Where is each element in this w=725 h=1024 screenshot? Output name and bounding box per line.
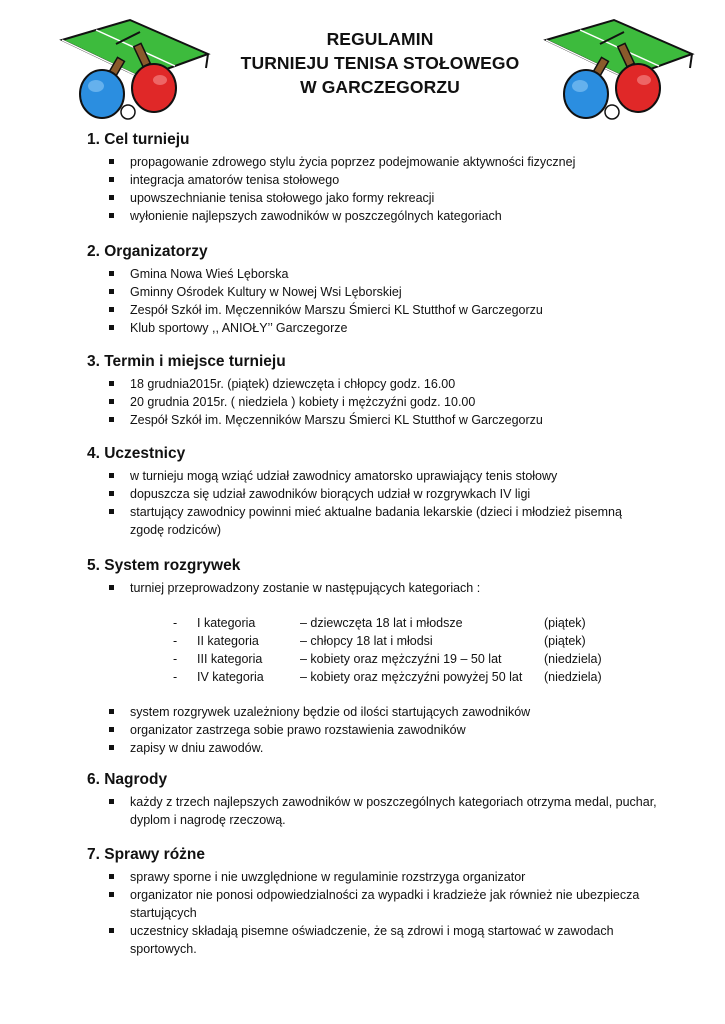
list-item: każdy z trzech najlepszych zawodników w poszczególnych kategoriach otrzyma medal, puchar, dyplom i nagrodę rzeczową. [87,793,687,829]
section-heading: 6. Nagrody [87,771,168,788]
section-date-place [87,352,687,429]
title-line-3: W GARCZEGORZU [300,77,460,97]
category-row [87,668,687,686]
category-dash: - [173,670,178,684]
bullet-list [87,375,687,429]
category-dash: - [173,616,178,630]
list-item: upowszechnianie tenisa stołowego jako formy rekreacji [87,189,687,207]
list-item: integracja amatorów tenisa stołowego [87,171,687,189]
list-item: zapisy w dniu zawodów. [87,739,687,757]
list-item: w turnieju mogą wziąć udział zawodnicy amatorsko uprawiający tenis stołowy [87,467,687,485]
section-heading: 3. Termin i miejsce turnieju [87,353,286,370]
list-item: propagowanie zdrowego stylu życia poprzez podejmowanie aktywności fizycznej [87,153,687,171]
category-name: IV kategoria [197,670,264,684]
title-line-1: REGULAMIN [326,29,434,49]
list-item: Gminny Ośrodek Kultury w Nowej Wsi Lęborskiej [87,283,687,301]
list-item: system rozgrywek uzależniony będzie od ilości startujących zawodników [87,703,687,721]
category-day: (piątek) [544,634,586,648]
bullet-list [87,868,687,958]
section-heading: 7. Sprawy różne [87,846,206,863]
list-item: Klub sportowy ,, ANIOŁY’’ Garczegorze [87,319,687,337]
category-desc: – kobiety oraz mężczyźni powyżej 50 lat [300,670,523,684]
title-line-2: TURNIEJU TENISA STOŁOWEGO [240,53,520,73]
category-row [87,632,687,650]
bullet-list [87,579,687,597]
bullet-list [87,703,687,757]
category-name: II kategoria [197,634,259,648]
section-heading: 5. System rozgrywek [87,557,241,574]
category-table [87,614,687,686]
blue-paddle-icon [80,57,124,118]
ball-icon [605,105,619,119]
category-desc: – dziewczęta 18 lat i młodsze [300,616,463,630]
list-item: startujący zawodnicy powinni mieć aktualne badania lekarskie (dzieci i młodzież pisemną zgodę rodziców) [87,503,687,539]
list-item: wyłonienie najlepszych zawodników w poszczególnych kategoriach [87,207,687,225]
bullet-list [87,793,687,829]
document-title [160,27,600,99]
list-item: organizator zastrzega sobie prawo rozstawienia zawodników [87,721,687,739]
category-day: (piątek) [544,616,586,630]
category-day: (niedziela) [544,670,602,684]
bullet-list [87,153,687,225]
section-misc [87,845,687,958]
category-name: I kategoria [197,616,256,630]
category-desc: – chłopcy 18 lat i młodsi [300,634,433,648]
section-organizers [87,242,687,337]
list-item: organizator nie ponosi odpowiedzialności za wypadki i kradzieże jak również nie ubezpiecza startujących [87,886,687,922]
section-heading: 2. Organizatorzy [87,243,208,260]
bullet-list [87,467,687,539]
category-name: III kategoria [197,652,263,666]
category-row [87,614,687,632]
category-desc: – kobiety oraz mężczyźni 19 – 50 lat [300,652,502,666]
section-participants [87,444,687,539]
list-item: 18 grudnia2015r. (piątek) dziewczęta i chłopcy godz. 16.00 [87,375,687,393]
section-prizes [87,770,687,829]
ball-icon [121,105,135,119]
category-dash: - [173,634,178,648]
section-goal [87,130,687,225]
section-heading: 4. Uczestnicy [87,445,186,462]
section-heading: 1. Cel turnieju [87,131,190,148]
list-item: sprawy sporne i nie uwzględnione w regulaminie rozstrzyga organizator [87,868,687,886]
list-item: Zespół Szkół im. Męczenników Marszu Śmierci KL Stutthof w Garczegorzu [87,411,687,429]
category-row [87,650,687,668]
list-item: uczestnicy składają pisemne oświadczenie, że są zdrowi i mogą startować w zawodach sportowych. [87,922,687,958]
list-item: turniej przeprowadzony zostanie w następujących kategoriach : [87,579,687,597]
list-item: 20 grudnia 2015r. ( niedziela ) kobiety i mężczyźni godz. 10.00 [87,393,687,411]
category-dash: - [173,652,178,666]
bullet-list [87,265,687,337]
list-item: Gmina Nowa Wieś Lęborska [87,265,687,283]
list-item: dopuszcza się udział zawodników biorących udział w rozgrywkach IV ligi [87,485,687,503]
category-day: (niedziela) [544,652,602,666]
list-item: Zespół Szkół im. Męczenników Marszu Śmierci KL Stutthof w Garczegorzu [87,301,687,319]
section-system [87,556,687,757]
